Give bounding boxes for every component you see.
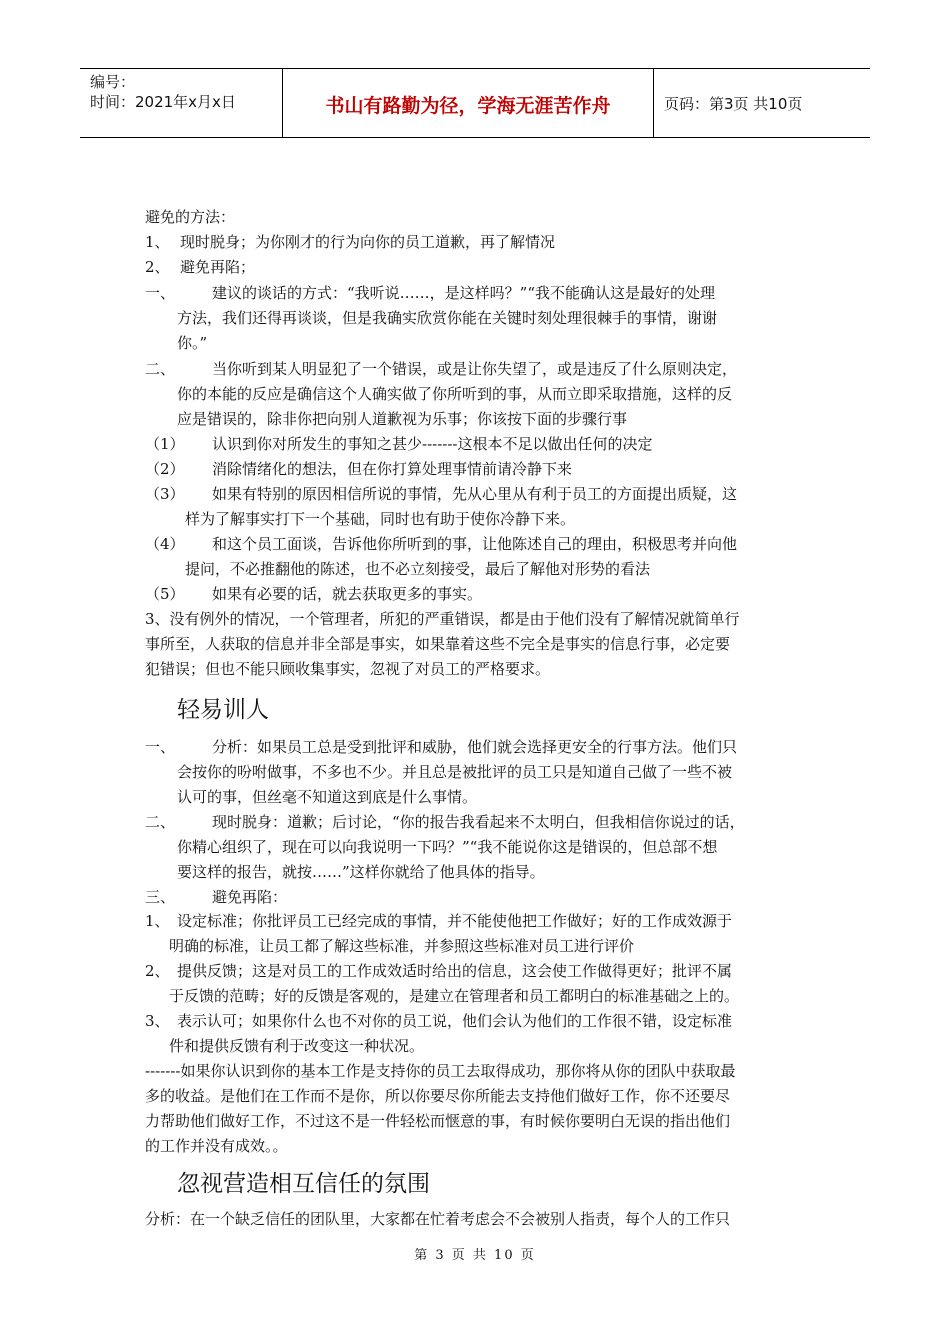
- serial-label: 编号：: [90, 73, 136, 91]
- header-left-cell: [80, 69, 283, 137]
- section-heading: 忽视营造相互信任的氛围: [177, 1171, 430, 1197]
- header-middle-cell: [283, 69, 654, 137]
- page-header: [80, 68, 870, 138]
- header-page-info: 页码：第3页 共10页: [664, 95, 803, 113]
- section-heading: 轻易训人: [177, 697, 269, 723]
- header-right-cell: [654, 69, 870, 137]
- header-motto: 书山有路勤为径，学海无涯苦作舟: [325, 95, 611, 117]
- page-footer: 第 3 页 共 10 页: [414, 1248, 536, 1263]
- date-label: 时间：2021年x月x日: [90, 93, 236, 111]
